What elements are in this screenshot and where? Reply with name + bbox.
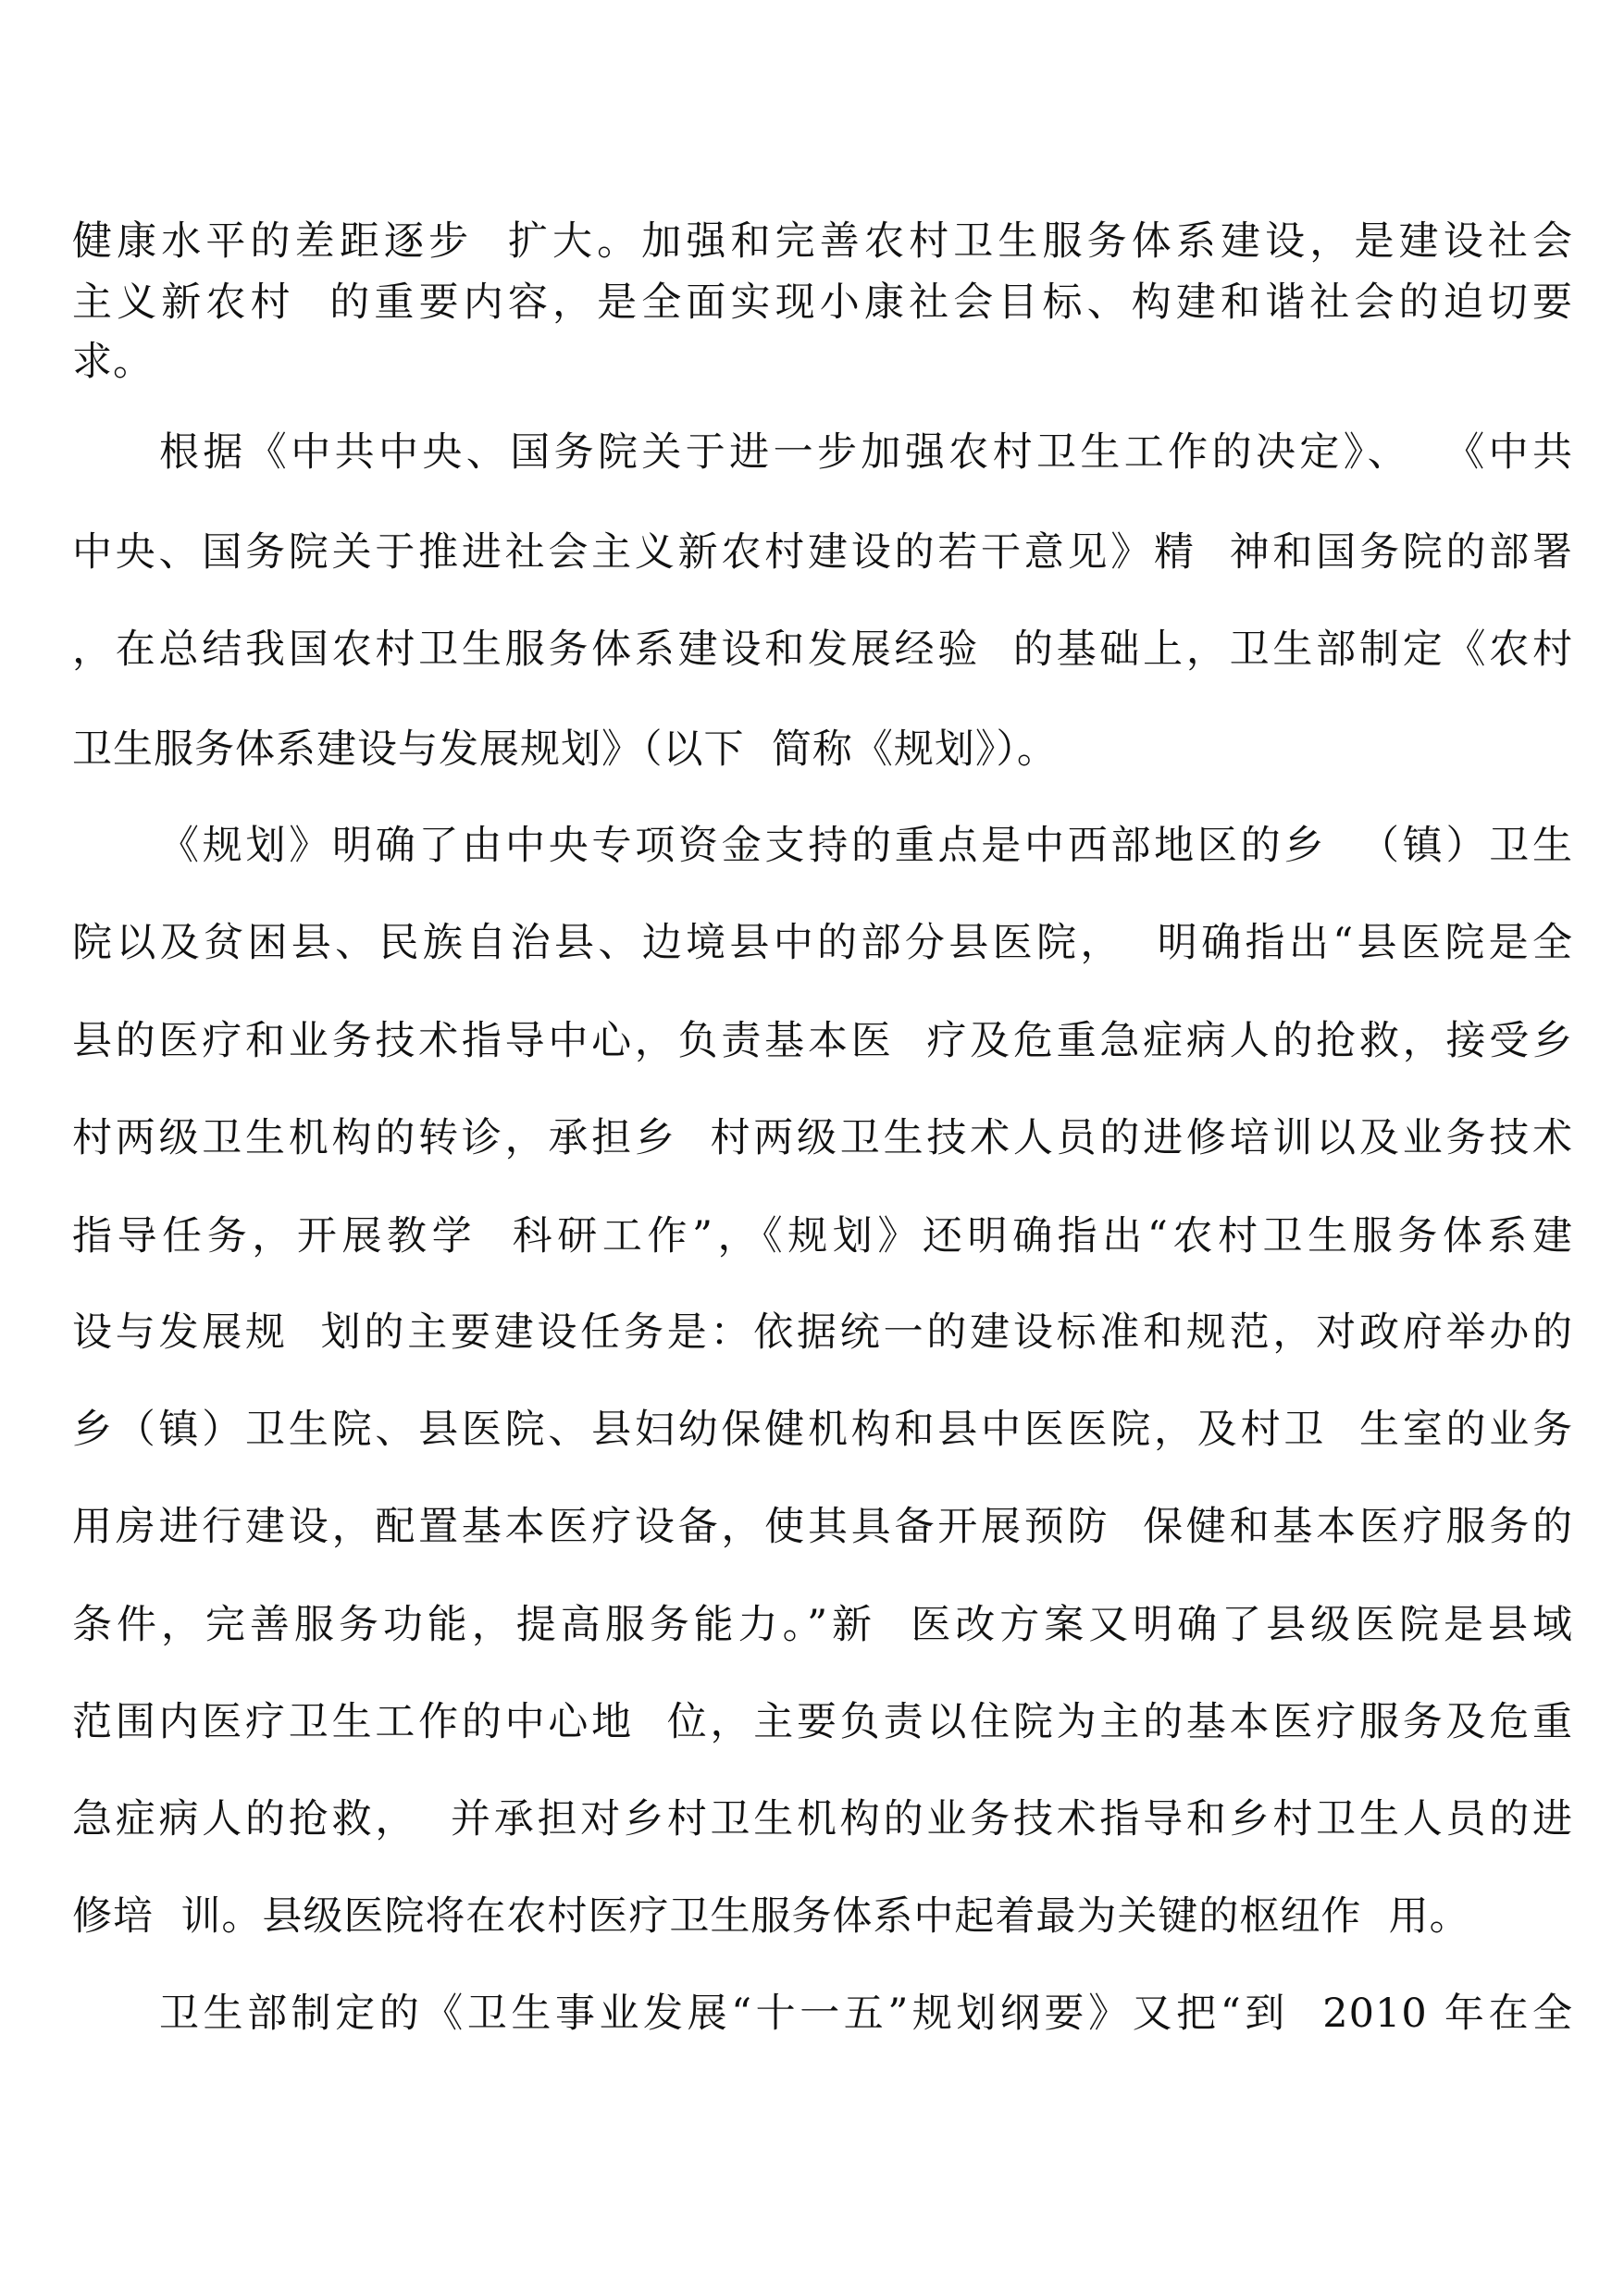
paragraph-line: 乡（镇）卫生院、县医院、县妇幼保健机构和县中医医院，及村卫 生室的业务 [72,1407,1573,1453]
paragraph-line: 修培 训。县级医院将在农村医疗卫生服务体系中起着最为关键的枢纽作 用。 [72,1893,1470,1940]
paragraph-line: 村两级卫生机构的转诊，承担乡 村两级卫生技术人员的进修培训以及业务技术 [72,1115,1573,1161]
paragraph-line: 用房进行建设，配置基本医疗设备，使其具备开展预防 保健和基本医疗服务的 [72,1504,1573,1550]
paragraph-line: 《规划》明确了由中央专项资金支持的重点是中西部地区的乡 （镇）卫生 [159,823,1573,869]
paragraph-line: ，在总结我国农村卫生服务体系建设和发展经验 的基础上，卫生部制定《农村 [72,626,1573,673]
paragraph-line: 急症病人的抢救， 并承担对乡村卫生机构的业务技术指导和乡村卫生人员的进 [72,1796,1573,1842]
paragraph-line: 卫生部制定的《卫生事业发展“十一五”规划纲要》又把“到 2010 年在全 [159,1991,1573,2037]
paragraph-line: 中央、国务院关于推进社会主义新农村建设的若干意见》精 神和国务院的部署 [72,529,1573,576]
paragraph-line: 范围内医疗卫生工作的中心地 位，主要负责以住院为主的基本医疗服务及危重 [72,1699,1573,1745]
paragraph-line: 主义新农村 的重要内容，是全面实现小康社会目标、构建和谐社会的迫切要 [72,279,1573,326]
paragraph-line: 根据《中共中央、国务院关于进一步加强农村卫生工作的决定》、 《中共 [159,429,1573,476]
paragraph-line: 求。 [72,339,154,385]
paragraph-line: 指导任务，开展教学 科研工作”，《规划》还明确指出“农村卫生服务体系建 [72,1213,1573,1259]
paragraph-line: 条件，完善服务功能，提高服务能力。”新 医改方案又明确了县级医院是县域 [72,1602,1573,1648]
paragraph-line: 设与发展规 划的主要建设任务是：依据统一的建设标准和规范，对政府举办的 [72,1309,1573,1356]
paragraph-line: 健康水平的差距逐步 扩大。加强和完善农村卫生服务体系建设，是建设社会 [72,218,1573,265]
paragraph-line: 卫生服务体系建设与发展规划》（以下 简称《规划》）。 [72,726,1058,773]
paragraph-line: 县的医疗和业务技术指导中心，负责基本医 疗及危重急症病人的抢救，接受乡 [72,1018,1573,1064]
paragraph-line: 院以及贫困县、民族自治县、边境县中的部分县医院， 明确指出“县医院是全 [72,920,1573,966]
